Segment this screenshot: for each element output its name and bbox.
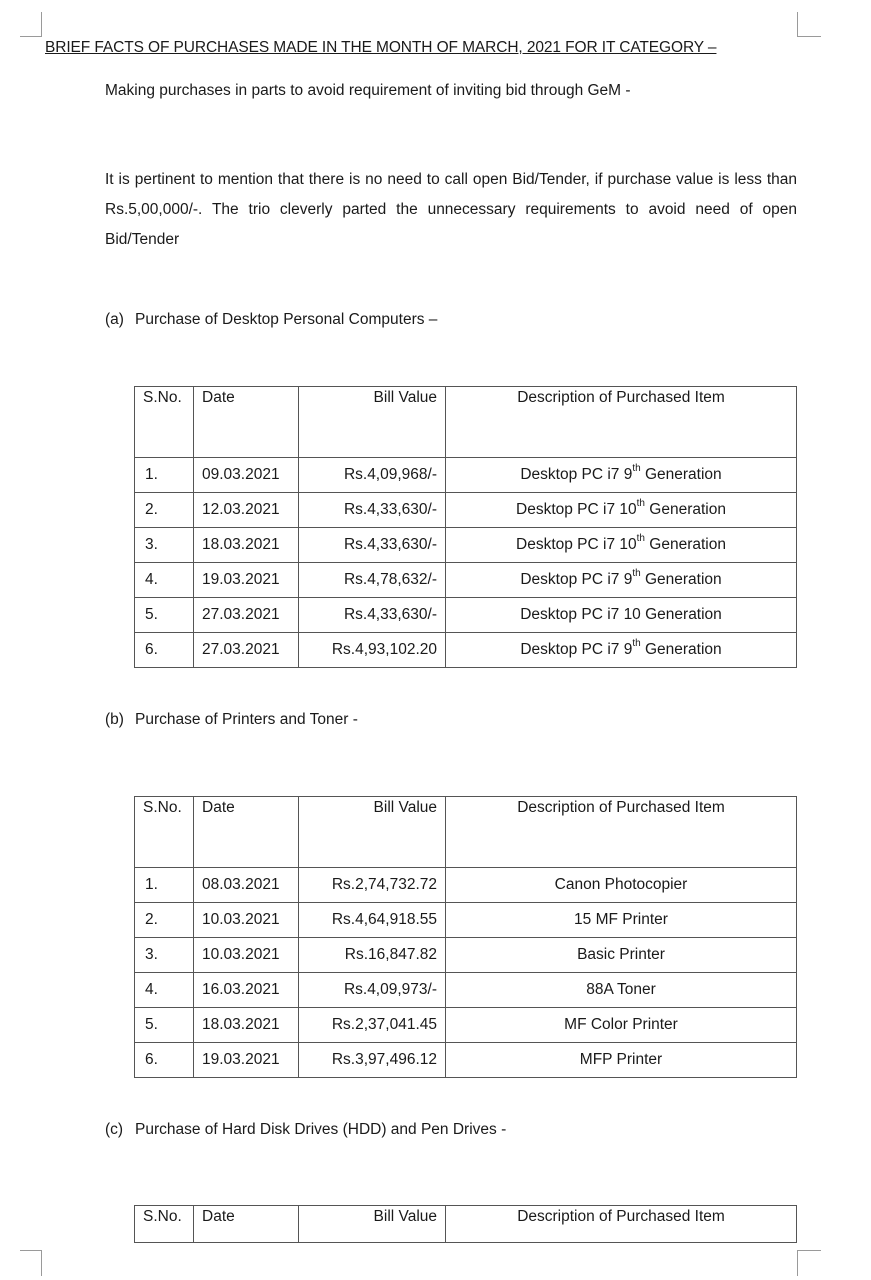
cell-bill-value: Rs.4,64,918.55 [299, 903, 446, 938]
table-row [135, 938, 797, 973]
cell-sno: 1. [135, 868, 194, 903]
table-row [135, 458, 797, 493]
cell-sno: 6. [135, 1043, 194, 1078]
cell-date: 19.03.2021 [194, 563, 299, 598]
section-b-title [105, 711, 358, 729]
section-c-title [105, 1121, 506, 1139]
cell-sno: 3. [135, 528, 194, 563]
description-text: Desktop PC i7 10 [516, 536, 637, 553]
cell-sno: 3. [135, 938, 194, 973]
description-text-suffix: Generation [640, 466, 722, 483]
cell-sno: 5. [135, 1008, 194, 1043]
crop-mark-top-left [41, 12, 42, 36]
section-label: (b) [105, 711, 124, 728]
section-title-text: Purchase of Desktop Personal Computers – [135, 311, 438, 328]
cell-description [446, 528, 797, 563]
table-row [135, 633, 797, 668]
cell-bill-value: Rs.4,33,630/- [299, 493, 446, 528]
cell-date: 27.03.2021 [194, 598, 299, 633]
section-title-text: Purchase of Hard Disk Drives (HDD) and Pen Drives - [135, 1121, 507, 1138]
table-header-row [135, 797, 797, 868]
section-title-text: Purchase of Printers and Toner - [135, 711, 358, 728]
intro-paragraph: It is pertinent to mention that there is no need to call open Bid/Tender, if purchase value is less than Rs.5,00,000/-. The trio cleverly parted the unnecessary requirements to avoid need of open Bid/Tender [105, 171, 797, 248]
crop-mark-bottom-left [20, 1250, 42, 1251]
cell-sno: 2. [135, 493, 194, 528]
cell-description: MF Color Printer [446, 1008, 797, 1043]
col-header-date: Date [194, 1206, 299, 1243]
description-text: Desktop PC i7 10 Generation [520, 606, 722, 623]
cell-description: Basic Printer [446, 938, 797, 973]
col-header-description: Description of Purchased Item [446, 1206, 797, 1243]
table-row [135, 903, 797, 938]
cell-description [446, 598, 797, 633]
table-row [135, 1008, 797, 1043]
crop-mark-bottom-right [797, 1250, 821, 1251]
description-text: Desktop PC i7 9 [520, 571, 633, 588]
col-header-bill-value: Bill Value [299, 797, 446, 868]
cell-date: 10.03.2021 [194, 938, 299, 973]
crop-mark-top-left [20, 36, 42, 37]
cell-bill-value: Rs.16,847.82 [299, 938, 446, 973]
table-row [135, 973, 797, 1008]
cell-sno: 5. [135, 598, 194, 633]
cell-bill-value: Rs.4,78,632/- [299, 563, 446, 598]
cell-bill-value: Rs.4,33,630/- [299, 528, 446, 563]
cell-date: 27.03.2021 [194, 633, 299, 668]
col-header-bill-value: Bill Value [299, 387, 446, 458]
document-subheading: Making purchases in parts to avoid requirement of inviting bid through GeM - [105, 82, 631, 99]
storage-purchases-table [134, 1205, 797, 1243]
cell-date: 09.03.2021 [194, 458, 299, 493]
cell-description: 88A Toner [446, 973, 797, 1008]
table-row [135, 1043, 797, 1078]
cell-sno: 4. [135, 563, 194, 598]
col-header-sno: S.No. [135, 387, 194, 458]
col-header-date: Date [194, 387, 299, 458]
description-text: Desktop PC i7 10 [516, 501, 637, 518]
table-header-row [135, 1206, 797, 1243]
crop-mark-top-right [797, 12, 798, 36]
cell-description [446, 493, 797, 528]
crop-mark-top-right [797, 36, 821, 37]
col-header-bill-value: Bill Value [299, 1206, 446, 1243]
cell-description [446, 633, 797, 668]
cell-date: 12.03.2021 [194, 493, 299, 528]
ordinal-suffix: th [632, 463, 641, 474]
cell-bill-value: Rs.4,09,973/- [299, 973, 446, 1008]
section-a-title [105, 311, 437, 329]
description-text: Desktop PC i7 9 [520, 466, 633, 483]
section-label: (c) [105, 1121, 124, 1138]
cell-sno: 4. [135, 973, 194, 1008]
printer-purchases-table [134, 796, 797, 1078]
table-row [135, 563, 797, 598]
document-heading: BRIEF FACTS OF PURCHASES MADE IN THE MONTH OF MARCH, 2021 FOR IT CATEGORY – [45, 39, 717, 56]
cell-bill-value: Rs.2,74,732.72 [299, 868, 446, 903]
col-header-description: Description of Purchased Item [446, 387, 797, 458]
ordinal-suffix: th [632, 568, 641, 579]
description-text-suffix: Generation [640, 571, 722, 588]
cell-description [446, 563, 797, 598]
table-row [135, 493, 797, 528]
crop-mark-bottom-left [41, 1250, 42, 1276]
cell-bill-value: Rs.4,33,630/- [299, 598, 446, 633]
ordinal-suffix: th [636, 498, 645, 509]
cell-date: 18.03.2021 [194, 528, 299, 563]
cell-sno: 1. [135, 458, 194, 493]
description-text-suffix: Generation [644, 501, 726, 518]
col-header-sno: S.No. [135, 797, 194, 868]
cell-bill-value: Rs.4,93,102.20 [299, 633, 446, 668]
cell-date: 16.03.2021 [194, 973, 299, 1008]
cell-bill-value: Rs.3,97,496.12 [299, 1043, 446, 1078]
cell-sno: 6. [135, 633, 194, 668]
cell-date: 08.03.2021 [194, 868, 299, 903]
col-header-description: Description of Purchased Item [446, 797, 797, 868]
col-header-date: Date [194, 797, 299, 868]
cell-bill-value: Rs.2,37,041.45 [299, 1008, 446, 1043]
cell-description: MFP Printer [446, 1043, 797, 1078]
section-label: (a) [105, 311, 124, 328]
crop-mark-bottom-right [797, 1250, 798, 1276]
description-text-suffix: Generation [640, 641, 722, 658]
col-header-sno: S.No. [135, 1206, 194, 1243]
cell-sno: 2. [135, 903, 194, 938]
description-text-suffix: Generation [644, 536, 726, 553]
cell-date: 10.03.2021 [194, 903, 299, 938]
desktop-purchases-table [134, 386, 797, 668]
table-row [135, 528, 797, 563]
ordinal-suffix: th [632, 638, 641, 649]
table-header-row [135, 387, 797, 458]
cell-bill-value: Rs.4,09,968/- [299, 458, 446, 493]
ordinal-suffix: th [636, 533, 645, 544]
table-row [135, 598, 797, 633]
cell-description: Canon Photocopier [446, 868, 797, 903]
description-text: Desktop PC i7 9 [520, 641, 633, 658]
cell-date: 19.03.2021 [194, 1043, 299, 1078]
cell-date: 18.03.2021 [194, 1008, 299, 1043]
table-row [135, 868, 797, 903]
cell-description: 15 MF Printer [446, 903, 797, 938]
cell-description [446, 458, 797, 493]
